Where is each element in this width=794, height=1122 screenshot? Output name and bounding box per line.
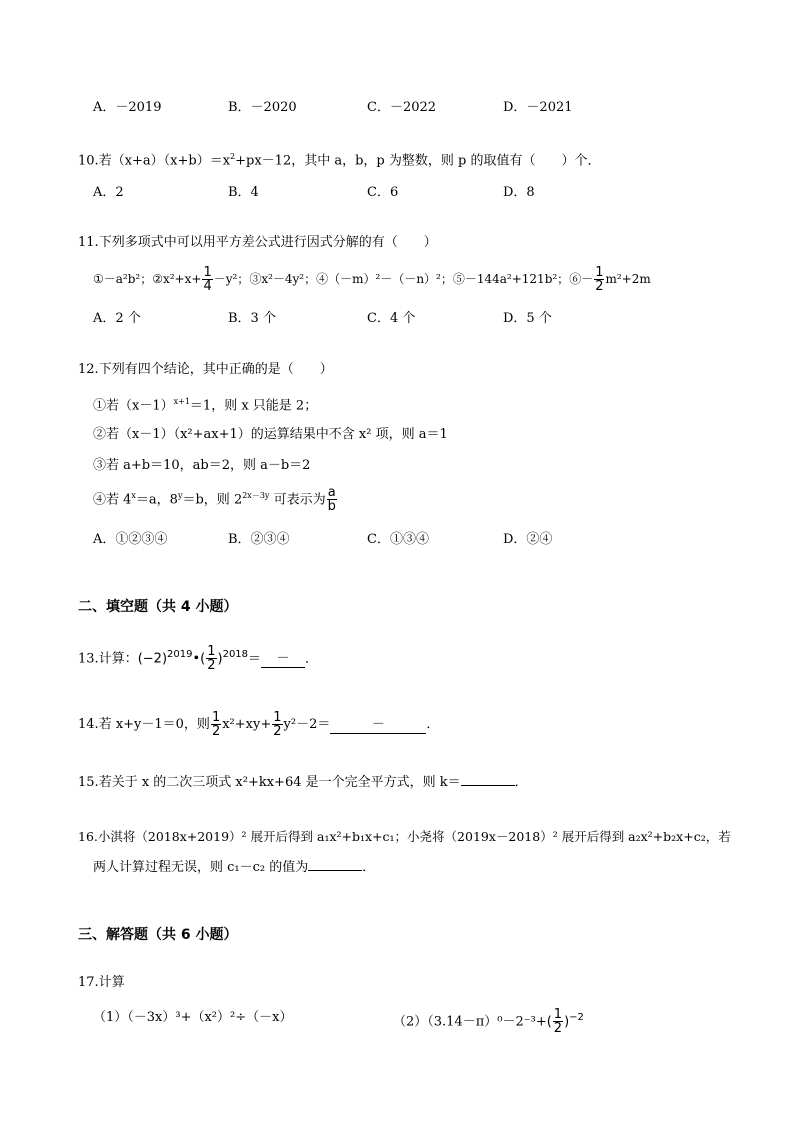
q11-items <box>93 266 651 293</box>
q11-item-3: ③x²－4y²； <box>249 272 317 286</box>
answer-blank[interactable]: － <box>261 651 305 668</box>
question-13: 13.计算：$(-2)^{2019}•$( $\frac{1}{2}$ )$^{2018}$＝ － ． <box>78 644 319 674</box>
q11-item-6b: m²+2m <box>605 272 651 286</box>
question-number: 17. <box>78 975 99 990</box>
q10-option-a: A．2 <box>93 185 124 200</box>
question-number: 12. <box>78 362 99 377</box>
answer-blank[interactable] <box>308 870 362 871</box>
q9-option-a: A．－2019 <box>93 100 162 115</box>
q10-option-c: C．6 <box>367 185 399 200</box>
q9-option-c: C．－2022 <box>367 100 437 115</box>
question-number: 15. <box>78 775 99 790</box>
q12-statement-1: ①若$(x-1)^{x+1}=1$，则 x 只能是 2； <box>93 397 318 414</box>
fraction: $\frac{1}{2}$ <box>553 1007 563 1037</box>
fraction: $\frac{1}{4}$ <box>203 265 212 294</box>
question-16-line-2: 两人计算过程无误，则 c₁－c₂ 的值为 ． <box>93 860 376 875</box>
q12-option-b: B．②③④ <box>228 532 290 547</box>
question-15: 15.若关于 x 的二次三项式 x²+kx+64 是一个完全平方式，则 k＝ ． <box>78 775 528 790</box>
q11-item-2b: －y²； <box>213 272 250 286</box>
q10-stem-part-b: +px－12，其中 a，b，p 为整数，则 p 的取值有（ ）个． <box>235 153 601 169</box>
q12-option-c: C．①③④ <box>367 532 429 547</box>
q10-option-b: B．4 <box>228 185 259 200</box>
fraction: $\frac{a}{b}$ <box>327 485 336 515</box>
q9-option-d: D．－2021 <box>503 100 573 115</box>
q11-option-b: B．3 个 <box>228 311 276 326</box>
fraction: $\frac{1}{2}$ <box>211 710 221 739</box>
answer-blank[interactable]: － <box>330 717 426 734</box>
q11-stem: 下列多项式中可以用平方差公式进行因式分解的有（ ） <box>98 235 437 250</box>
q12-statement-3: ③若 a+b＝10，ab＝2，则 a－b＝2 <box>93 458 311 473</box>
q12-stem: 下列有四个结论，其中正确的是（ ） <box>98 362 333 377</box>
question-number: 13. <box>78 651 99 667</box>
q17-part-2: （2）（3.14－π）⁰－2⁻³+( $\frac{1}{2}$ )$^{-2}$ <box>393 1007 584 1037</box>
section-heading-solve: 三、解答题（共 6 小题） <box>78 927 238 943</box>
q11-option-d: D．5 个 <box>503 311 552 326</box>
question-16-line-1: 16.小淇将（2018x+2019）² 展开后得到 a₁x²+b₁x+c₁；小尧将（2019x－2018）² 展开后得到 a₂x²+b₂x+c₂，若 <box>78 829 731 844</box>
q12-option-d: D．②④ <box>503 532 553 547</box>
question-number: 11. <box>78 235 99 250</box>
question-number: 14. <box>78 717 99 732</box>
question-12-stem <box>78 360 333 380</box>
fraction: $\frac{1}{2}$ <box>273 710 282 739</box>
q10-stem-part-a: 若（x+a）（x+b）＝x <box>98 153 231 169</box>
q11-item-6a: ⑥－ <box>569 272 594 286</box>
q11-item-1: ①－a²b²； <box>93 272 153 286</box>
question-11-stem <box>78 233 437 253</box>
question-number: 16. <box>78 829 98 844</box>
question-number: 10. <box>78 153 99 169</box>
q12-statement-2: ②若（x－1）（x²+ax+1）的运算结果中不含 x² 项，则 a＝1 <box>93 427 448 442</box>
q10-option-d: D．8 <box>503 185 535 200</box>
fraction: $\frac{1}{2}$ <box>595 265 604 294</box>
question-10-stem: 10.若$(x+a)(x+b)=x^2+px-12$，其中 a，b，p 为整数，则 p 的取值有（ ）个． <box>78 152 601 169</box>
question-14: 14.若 x+y－1＝0，则 $\frac{1}{2}$ x²+xy+ $\frac{1}{2}$ y²－2＝ － ． <box>78 710 440 739</box>
section-heading-fill-in: 二、填空题（共 4 小题） <box>78 599 238 615</box>
q11-item-2a: ②x²+x+ <box>152 272 202 286</box>
q11-option-a: A．2 个 <box>93 311 141 326</box>
fraction: $\frac{1}{2}$ <box>207 644 216 674</box>
q11-item-5: ⑤－144a²+121b²； <box>452 272 570 286</box>
q11-item-4: ④（－m）²－（－n）²； <box>316 272 453 286</box>
q9-option-b: B．－2020 <box>228 100 297 115</box>
q11-option-c: C．4 个 <box>367 311 416 326</box>
answer-blank[interactable] <box>461 785 515 786</box>
question-17: 17.计算 <box>78 975 125 990</box>
q17-part-1: （1）（－3x）³+（x²）²÷（－x） <box>93 1010 293 1025</box>
q12-option-a: A．①②③④ <box>93 532 168 547</box>
q12-statement-4: ④若 $4^x=a$，$8^y=b$，则 $2^{2x-3y}$ 可表示为 $\frac{a}{b}$ <box>93 485 336 515</box>
